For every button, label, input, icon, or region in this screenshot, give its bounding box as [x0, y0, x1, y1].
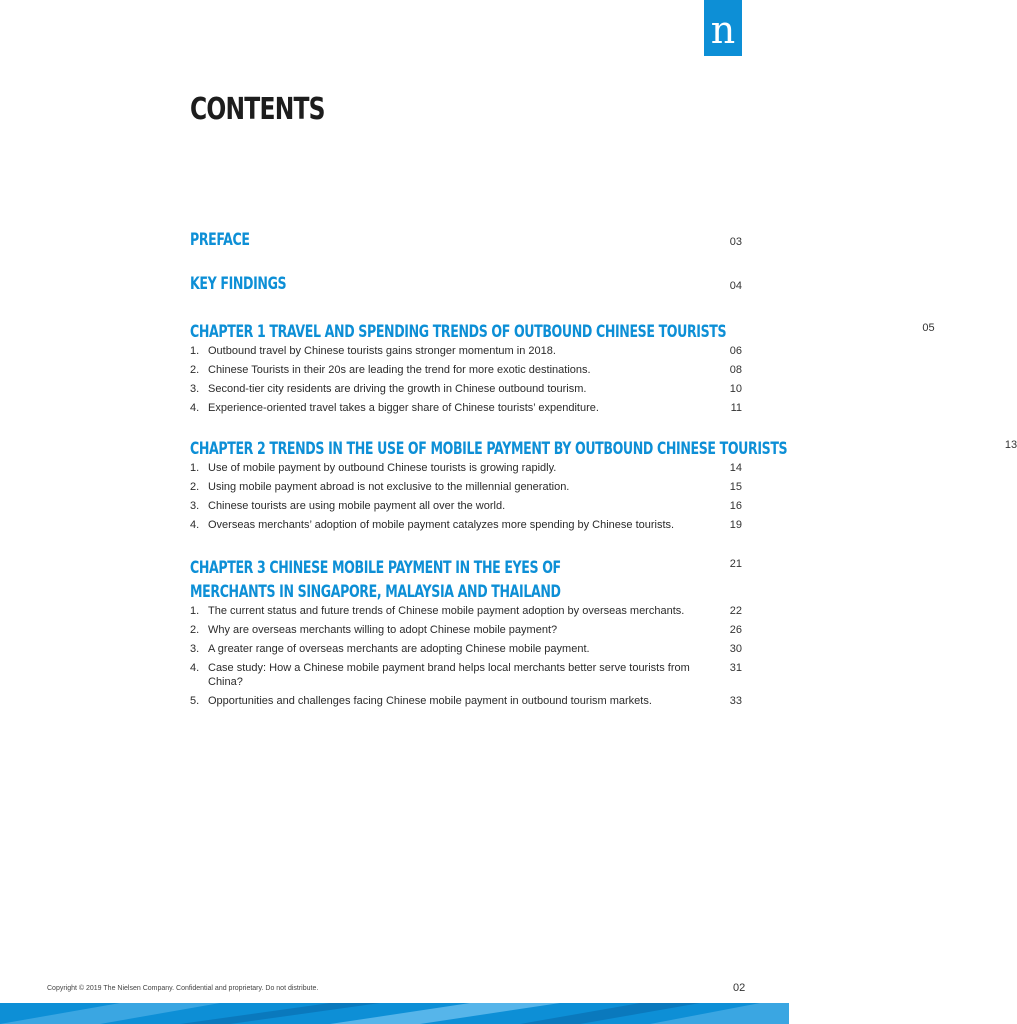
section-title: CHAPTER 1 TRAVEL AND SPENDING TRENDS OF OUTBOUND CHINESE TOURISTS [190, 322, 727, 342]
section-preface[interactable] [190, 228, 742, 252]
list-item[interactable]: 1. Outbound travel by Chinese tourists gains stronger momentum in 2018. 06 [190, 345, 742, 357]
list-item[interactable]: 3. A greater range of overseas merchants are adopting Chinese mobile payment. 30 [190, 643, 742, 655]
section-chapter-1[interactable] [190, 320, 935, 344]
list-item[interactable]: 2. Why are overseas merchants willing to adopt Chinese mobile payment? 26 [190, 624, 742, 636]
list-item[interactable]: 4. Case study: How a Chinese mobile payment brand helps local merchants better serve tourists from China? 31 [190, 662, 742, 688]
section-chapter-2[interactable] [190, 437, 1017, 461]
list-item[interactable]: 1. The current status and future trends of Chinese mobile payment adoption by overseas merchants. 22 [190, 605, 742, 617]
section-title: CHAPTER 2 TRENDS IN THE USE OF MOBILE PAYMENT BY OUTBOUND CHINESE TOURISTS [190, 439, 788, 459]
list-item[interactable]: 2. Chinese Tourists in their 20s are leading the trend for more exotic destinations. 08 [190, 364, 742, 376]
section-chapter-3[interactable] [190, 556, 742, 604]
footer-copyright: Copyright © 2019 The Nielsen Company. Confidential and proprietary. Do not distribute. [47, 985, 319, 992]
section-title: KEY FINDINGS [190, 274, 287, 294]
list-item[interactable]: 5. Opportunities and challenges facing Chinese mobile payment in outbound tourism markets. 33 [190, 695, 742, 707]
list-item[interactable]: 1. Use of mobile payment by outbound Chinese tourists is growing rapidly. 14 [190, 462, 742, 474]
list-item[interactable]: 2. Using mobile payment abroad is not exclusive to the millennial generation. 15 [190, 481, 742, 493]
section-page: 21 [729, 558, 742, 570]
list-item[interactable]: 3. Second-tier city residents are driving the growth in Chinese outbound tourism. 10 [190, 383, 742, 395]
section-title: PREFACE [190, 230, 250, 250]
section-page: 03 [729, 236, 742, 248]
decorative-footer-band [0, 1003, 789, 1024]
list-item[interactable]: 3. Chinese tourists are using mobile payment all over the world. 16 [190, 500, 742, 512]
table-of-contents [190, 228, 1017, 713]
section-page: 13 [1004, 439, 1017, 451]
section-page: 05 [922, 322, 935, 334]
nielsen-logo: n [704, 0, 742, 56]
page-title: CONTENTS [190, 92, 325, 127]
section-title: CHAPTER 3 CHINESE MOBILE PAYMENT IN THE EYES OF MERCHANTS IN SINGAPORE, MALAYSIA AND THAILAND [190, 558, 561, 602]
list-item[interactable]: 4. Experience-oriented travel takes a bigger share of Chinese tourists’ expenditure. 11 [190, 402, 742, 414]
section-page: 04 [729, 280, 742, 292]
list-item[interactable]: 4. Overseas merchants’ adoption of mobile payment catalyzes more spending by Chinese tourists. 19 [190, 519, 742, 531]
footer-page-number: 02 [733, 982, 746, 994]
section-key-findings[interactable] [190, 272, 742, 296]
